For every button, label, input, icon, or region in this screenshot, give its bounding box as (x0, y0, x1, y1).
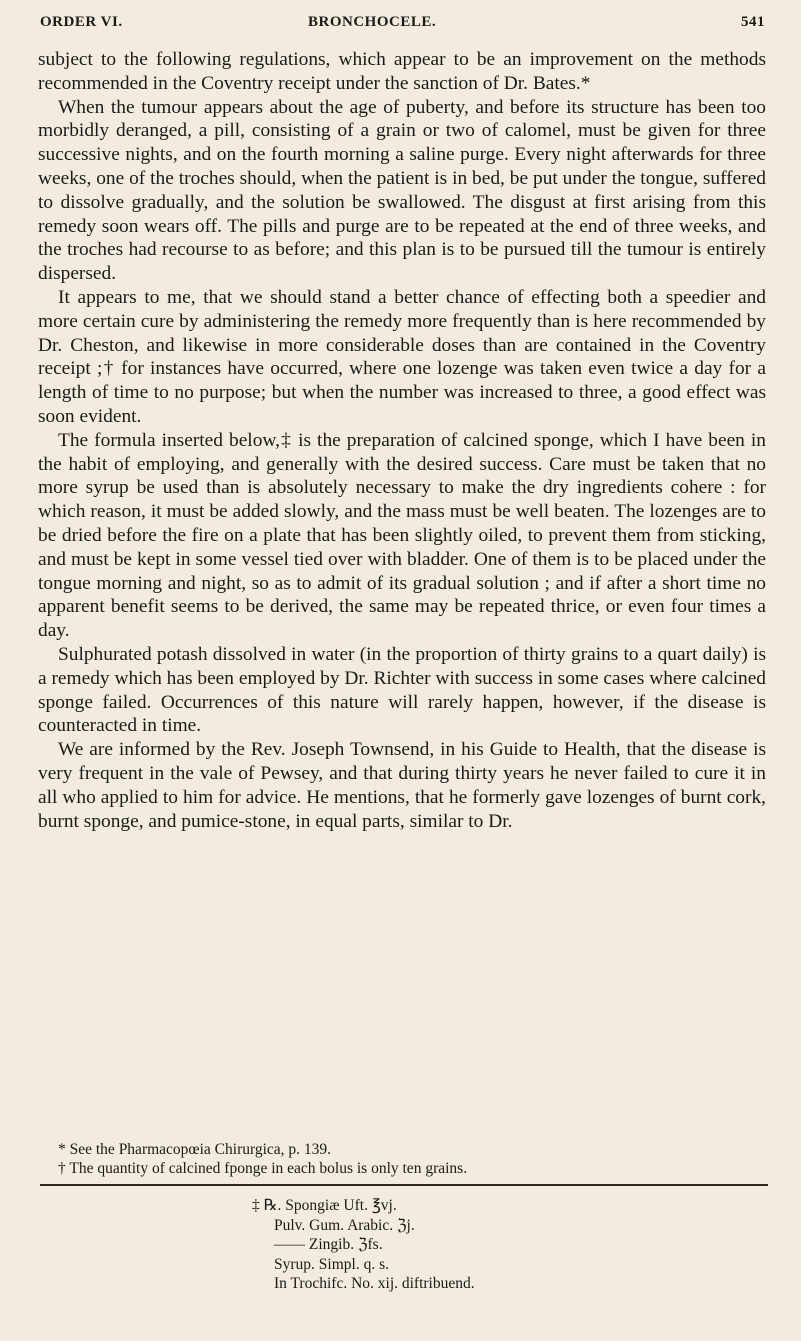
footnote: * See the Pharmacopœia Chirurgica, p. 139. (58, 1141, 332, 1158)
recipe-line: —— Zingib. ℨfs. (274, 1236, 383, 1253)
paragraph: We are informed by the Rev. Joseph Townsend, in his Guide to Health, that the disease is very frequent in the vale of Pewsey, and that during thirty years he never failed to cure it in all who applied to him for advice. He mentions, that he formerly gave lozenges of burnt cork, burnt sponge, and pumice-stone, in equal parts, similar to Dr. (38, 739, 766, 832)
recipe-line: ‡ ℞. Spongiæ Uft. ℥vj. (252, 1197, 397, 1214)
header-order: ORDER VI. (40, 14, 123, 30)
body-text (38, 48, 766, 833)
paragraph: Sulphurated potash dissolved in water (in the proportion of thirty grains to a quart daily) is a remedy which has been employed by Dr. Richter with success in some cases where calcined sponge failed. Occurrences of this nature will rarely happen, however, if the disease is counteracted in time. (38, 643, 766, 737)
header-title: BRONCHOCELE. (308, 14, 437, 30)
footnote: † The quantity of calcined fponge in each bolus is only ten grains. (58, 1160, 468, 1177)
recipe-line: In Trochifc. No. xij. diftribuend. (274, 1275, 475, 1292)
recipe-formula (252, 1196, 475, 1294)
page-number: 541 (741, 14, 765, 30)
running-header (40, 10, 765, 38)
recipe-line: Pulv. Gum. Arabic. ℨj. (274, 1216, 415, 1234)
recipe-line: Syrup. Simpl. q. s. (274, 1255, 389, 1273)
paragraph: The formula inserted below,‡ is the preparation of calcined sponge, which I have been in the habit of employing, and generally with the desired success. Care must be taken that no more syrup be used than is absolutely necessary to make the dry ingredients cohere : for which reason, it must be added slowly, and the mass must be well beaten. The lozenges are to be dried before the fire on a plate that has been slightly oiled, to prevent them from sticking, and must be kept in some vessel tied over with bladder. One of them is to be placed under the tongue morning and night, so as to admit of its gradual solution ; and if after a short time no apparent benefit seems to be derived, the same may be repeated thrice, or even four times a day. (38, 429, 766, 642)
footnotes (38, 1140, 766, 1178)
footnote-divider (40, 1184, 768, 1186)
paragraph: It appears to me, that we should stand a better chance of effecting both a speedier and more certain cure by administering the remedy more frequently than is here recommended by Dr. Cheston, and likewise in more considerable doses than are contained in the Coventry receipt ;† for instances have occurred, where one lozenge was taken even twice a day for a length of time to no purpose; but when the number was increased to three, a good effect was soon evident. (38, 286, 766, 427)
paragraph: When the tumour appears about the age of puberty, and before its structure has been too morbidly deranged, a pill, consisting of a grain or two of calomel, must be given for three successive nights, and on the fourth morning a saline purge. Every night afterwards for three weeks, one of the troches should, when the patient is in bed, be put under the tongue, suffered to dissolve gradually, and the solution be swallowed. The disgust at first arising from this remedy soon wears off. The pills and purge are to be repeated at the end of three weeks, and the troches had recourse to as before; and this plan is to be pursued till the tumour is entirely dispersed. (38, 96, 766, 285)
paragraph: subject to the following regulations, which appear to be an improvement on the methods recommended in the Coventry receipt under the sanction of Dr. Bates.* (38, 49, 766, 94)
